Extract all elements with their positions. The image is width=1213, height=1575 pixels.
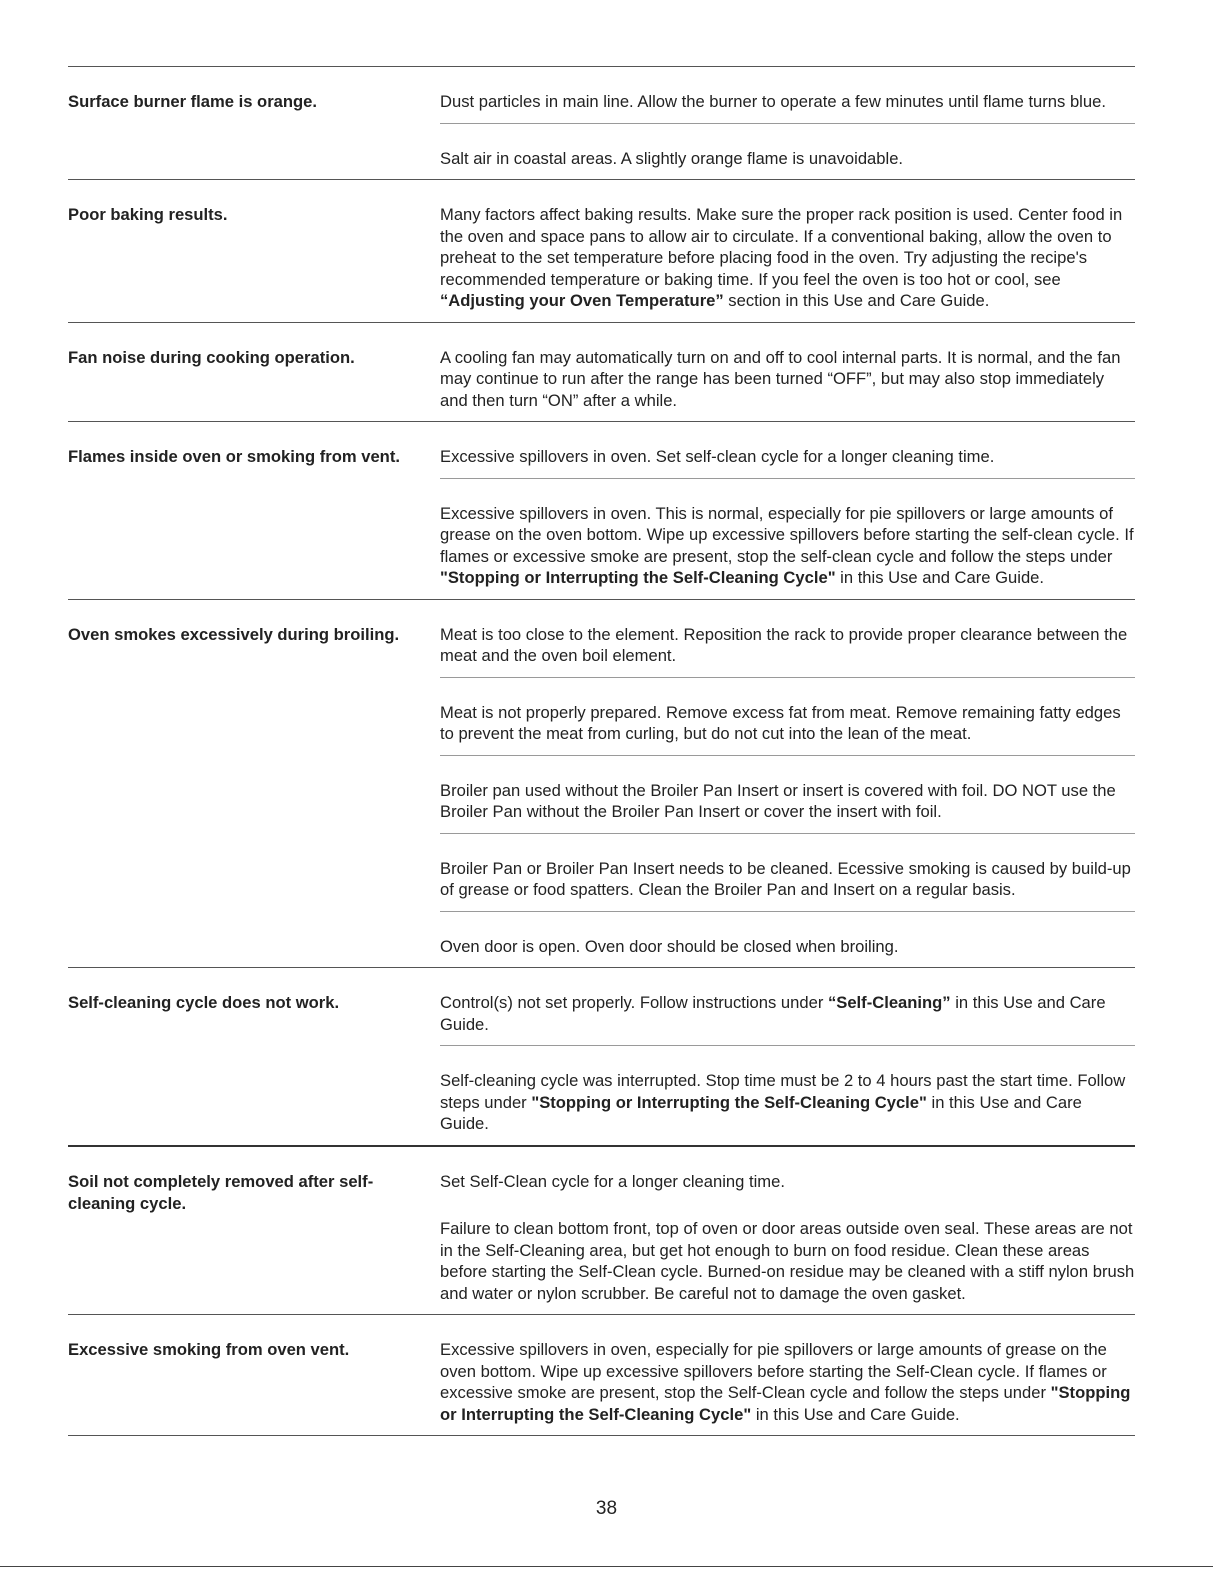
cause-list xyxy=(440,323,1135,422)
table-row xyxy=(68,180,1135,323)
problem-label: Excessive smoking from oven vent. xyxy=(68,1340,350,1359)
cause-item xyxy=(440,1202,1135,1314)
page-number: 38 xyxy=(595,1498,618,1519)
cause-list xyxy=(440,1315,1135,1435)
cause-item xyxy=(440,478,1135,599)
cause-item xyxy=(440,1045,1135,1145)
cause-item xyxy=(440,911,1135,968)
cause-item xyxy=(440,755,1135,833)
cause-text: section in this Use and Care Guide. xyxy=(723,291,990,310)
cause-item xyxy=(440,323,1135,422)
cause-text: Many factors affect baking results. Make sure the proper rack position is used. Center food in the oven and space pans to allow air to circulate. If a conventional baking, allow the oven to preheat to the set temperature before placing food in the oven. Try adjusting the recipe's recommended temperature or baking time. If you feel the oven is too hot or cool, see xyxy=(440,205,1123,289)
cause-text: Meat is too close to the element. Reposition the rack to provide proper clearance between the meat and the oven boil element. xyxy=(440,624,1128,665)
table-row xyxy=(68,422,1135,600)
cause-item xyxy=(440,833,1135,911)
problem-label: Soil not completely removed after self-cleaning cycle. xyxy=(68,1171,374,1213)
cause-text: Failure to clean bottom front, top of oven or door areas outside oven seal. These areas are not in the Self-Cleaning area, but get hot enough to burn on food residue. Clean these areas before starting the Self-Clean cycle. Burned-on residue may be cleaned with a stiff nylon brush and water or nylon scrubber. Be careful not to damage the oven gasket. xyxy=(440,1219,1135,1303)
cause-text: in this Use and Care Guide. xyxy=(440,1092,1082,1133)
cross-reference: "Stopping or Interrupting the Self-Cleaning Cycle" xyxy=(531,1092,927,1112)
cause-text: Set Self-Clean cycle for a longer cleaning time. xyxy=(440,1171,785,1191)
cause-text: Excessive spillovers in oven. This is normal, especially for pie spillovers or large amounts of grease on the oven bottom. Wipe up excessive spillovers before starting the self-clean cycle. If flames or excessive smoke are present, stop the self-clean cycle and follow the steps under xyxy=(440,503,1134,566)
cause-item xyxy=(440,67,1135,123)
cause-text: Control(s) not set properly. Follow instructions under xyxy=(440,993,828,1012)
cause-text: Self-cleaning cycle was interrupted. Stop time must be 2 to 4 hours past the start time. Follow steps under xyxy=(440,1071,1126,1112)
cross-reference: "Stopping or Interrupting the Self-Cleaning Cycle" xyxy=(440,568,836,587)
cause-list xyxy=(440,422,1135,599)
problem-label: Surface burner flame is orange. xyxy=(68,92,317,111)
cause-text: Broiler pan used without the Broiler Pan Insert or insert is covered with foil. DO NOT use the Broiler Pan without the Broiler Pan Insert or cover the insert with foil. xyxy=(440,780,1116,821)
cause-item xyxy=(440,422,1135,478)
table-row xyxy=(68,323,1135,423)
bottom-rule xyxy=(0,1566,1213,1567)
cause-item xyxy=(440,677,1135,755)
problem-label: Poor baking results. xyxy=(68,205,228,224)
problem-label: Flames inside oven or smoking from vent. xyxy=(68,447,400,466)
cause-item xyxy=(440,968,1135,1045)
problem-label: Fan noise during cooking operation. xyxy=(68,347,355,367)
cause-list xyxy=(440,600,1135,968)
cause-text: Broiler Pan or Broiler Pan Insert needs to be cleaned. Ecessive smoking is caused by build-up of grease or food spatters. Clean the Broiler Pan and Insert on a regular basis. xyxy=(440,858,1131,899)
troubleshooting-table xyxy=(68,66,1135,1436)
cross-reference: “Adjusting your Oven Temperature” xyxy=(440,291,724,310)
cause-text: Excessive spillovers in oven, especially for pie spillovers or large amounts of grease on the oven bottom. Wipe up excessive spillovers before starting the Self-Clean cycle. If flames or excessive smoke are present, stop the Self-Clean cycle and follow the steps under xyxy=(440,1340,1107,1402)
cause-text: A cooling fan may automatically turn on and off to cool internal parts. It is normal, and the fan may continue to run after the range has been turned “OFF”, but may also stop immediately and then turn “ON” after a while. xyxy=(440,347,1121,410)
problem-label: Self-cleaning cycle does not work. xyxy=(68,993,340,1012)
problem-label: Oven smokes excessively during broiling. xyxy=(68,624,400,644)
cause-list xyxy=(440,67,1135,179)
table-row xyxy=(68,1315,1135,1436)
cause-text: in this Use and Care Guide. xyxy=(835,568,1045,587)
table-row xyxy=(68,1147,1135,1316)
table-row xyxy=(68,600,1135,969)
cause-list xyxy=(440,968,1135,1145)
cause-text: Oven door is open. Oven door should be closed when broiling. xyxy=(440,936,899,956)
cause-item xyxy=(440,1315,1135,1435)
cause-text: Meat is not properly prepared. Remove excess fat from meat. Remove remaining fatty edges to prevent the meat from curling, but do not cut into the lean of the meat. xyxy=(440,702,1121,743)
cause-list xyxy=(440,180,1135,322)
cross-reference: "Stopping or Interrupting the Self-Cleaning Cycle" xyxy=(440,1383,1131,1424)
cause-item xyxy=(440,1147,1135,1203)
cross-reference: “Self-Cleaning” xyxy=(827,993,951,1012)
cause-text: in this Use and Care Guide. xyxy=(751,1404,960,1424)
cause-text: Excessive spillovers in oven. Set self-clean cycle for a longer cleaning time. xyxy=(440,447,995,466)
table-row xyxy=(68,67,1135,180)
table-row xyxy=(68,968,1135,1147)
cause-list xyxy=(440,1147,1135,1315)
cause-item xyxy=(440,600,1135,677)
cause-item xyxy=(440,180,1135,322)
cause-text: in this Use and Care Guide. xyxy=(440,993,1106,1034)
cause-text: Salt air in coastal areas. A slightly orange flame is unavoidable. xyxy=(440,148,904,168)
cause-item xyxy=(440,123,1135,180)
cause-text: Dust particles in main line. Allow the burner to operate a few minutes until flame turns blue. xyxy=(440,92,1106,111)
